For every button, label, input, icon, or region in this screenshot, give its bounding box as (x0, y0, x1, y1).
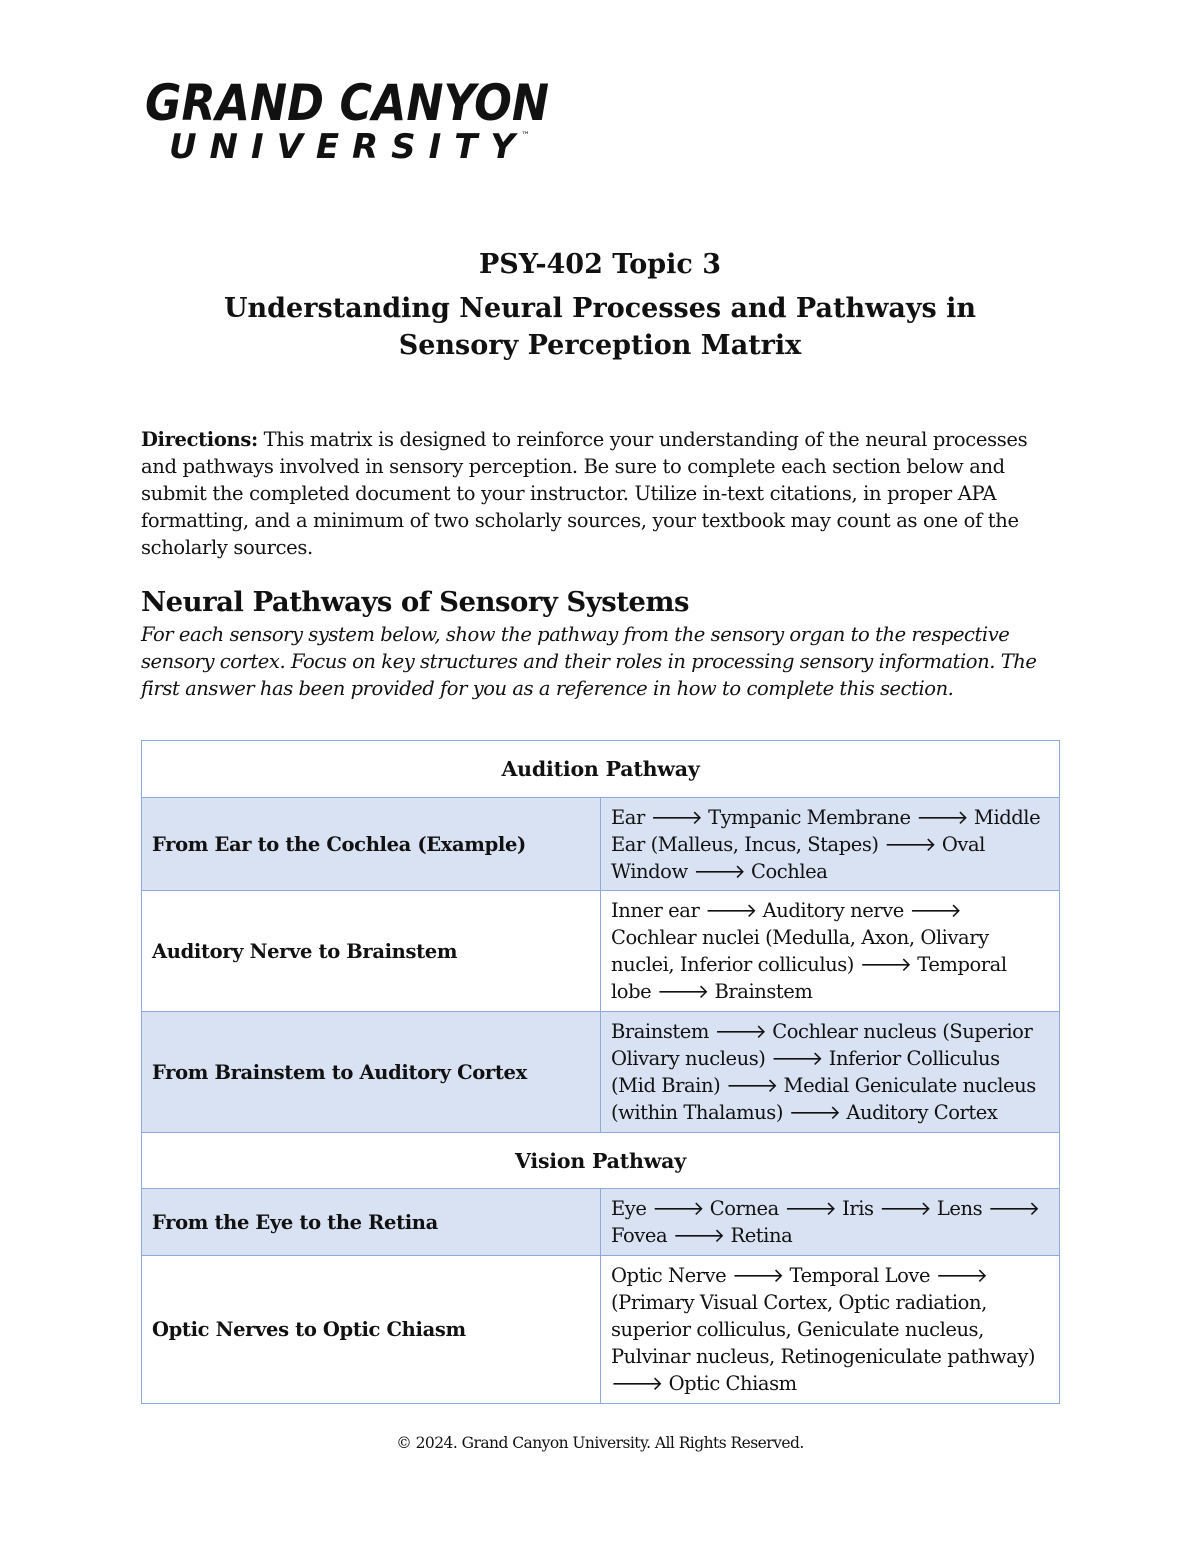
row-label: Auditory Nerve to Brainstem (142, 891, 601, 1012)
directions-paragraph (141, 426, 1061, 561)
row-label: Optic Nerves to Optic Chiasm (142, 1256, 601, 1404)
logo-line-2: UNIVERSITY (169, 127, 515, 167)
sensory-pathway-matrix (141, 740, 1060, 1404)
row-value[interactable]: Brainstem 🡒 Cochlear nucleus (Superior Olivary nucleus) 🡒 Inferior Colliculus (Mid Brain) 🡒 Medial Geniculate nucleus (within Thalamus) 🡒 Auditory Cortex (601, 1012, 1060, 1133)
page-subtitle: Understanding Neural Processes and Pathways in Sensory Perception Matrix (224, 293, 976, 361)
logo-line-1: GRAND CANYON (145, 74, 549, 132)
row-value[interactable]: Ear 🡒 Tympanic Membrane 🡒 Middle Ear (Malleus, Incus, Stapes) 🡒 Oval Window 🡒 Cochlea (601, 798, 1060, 891)
audition-pathway-heading: Audition Pathway (142, 741, 1060, 798)
title-block (0, 246, 1200, 364)
section-heading: Neural Pathways of Sensory Systems (141, 586, 689, 618)
table-row (142, 891, 1060, 1012)
row-label: From Ear to the Cochlea (Example) (142, 798, 601, 891)
row-value[interactable]: Optic Nerve 🡒 Temporal Love 🡒 (Primary Visual Cortex, Optic radiation, superior colliculus, Geniculate nucleus, Pulvinar nucleus, Retinogeniculate pathway) 🡒 Optic Chiasm (601, 1256, 1060, 1404)
page-title: PSY-402 Topic 3 (478, 249, 722, 280)
directions-text: This matrix is designed to reinforce your understanding of the neural processes and pathways involved in sensory perception. Be sure to complete each section below and submit the completed document to your instructor. Utilize in-text citations, in proper APA formatting, and a minimum of two scholarly sources, your textbook may count as one of the scholarly sources. (141, 428, 1028, 559)
logo-trademark: ™ (521, 131, 530, 141)
vision-header-row (142, 1133, 1060, 1189)
vision-pathway-heading: Vision Pathway (142, 1133, 1060, 1189)
row-value[interactable]: Eye 🡒 Cornea 🡒 Iris 🡒 Lens 🡒 Fovea 🡒 Retina (601, 1189, 1060, 1256)
table-row (142, 798, 1060, 891)
table-row (142, 1256, 1060, 1404)
audition-header-row (142, 741, 1060, 798)
copyright-footer: © 2024. Grand Canyon University. All Rights Reserved. (396, 1434, 804, 1452)
table-row (142, 1189, 1060, 1256)
table-row (142, 1012, 1060, 1133)
row-label: From Brainstem to Auditory Cortex (142, 1012, 601, 1133)
directions-label: Directions: (141, 428, 258, 451)
row-value[interactable]: Inner ear 🡒 Auditory nerve 🡒 Cochlear nuclei (Medulla, Axon, Olivary nuclei, Inferior colliculus) 🡒 Temporal lobe 🡒 Brainstem (601, 891, 1060, 1012)
row-label: From the Eye to the Retina (142, 1189, 601, 1256)
university-logo (143, 72, 563, 172)
section-instructions: For each sensory system below, show the pathway from the sensory organ to the respective sensory cortex. Focus on key structures and their roles in processing sensory information. The first answer has been provided for you as a reference in how to complete this section. (141, 623, 1037, 700)
